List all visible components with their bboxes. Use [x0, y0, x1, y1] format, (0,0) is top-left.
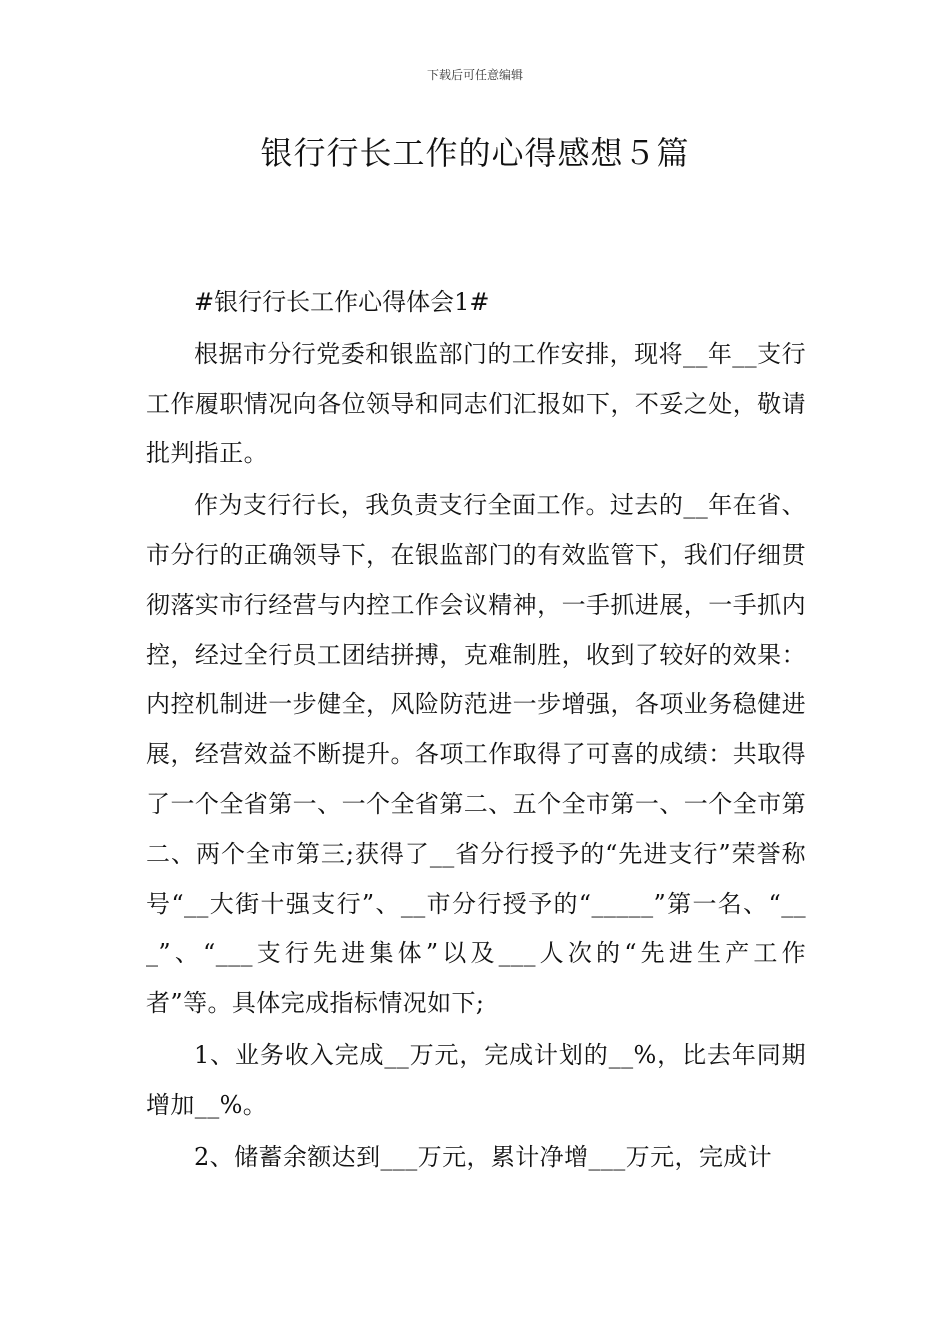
paragraph-intro: 根据市分行党委和银监部门的工作安排，现将__年__支行工作履职情况向各位领导和同志们汇报如下，不妥之处，敬请批判指正。 — [146, 339, 806, 468]
paragraph-item-2: 2、储蓄余额达到___万元，累计净增___万元，完成计 — [194, 1142, 773, 1171]
document-title: 银行行长工作的心得感想５篇 — [260, 134, 690, 172]
header-note: 下载后可任意编辑 — [426, 68, 523, 82]
paragraph-item-1: 1、业务收入完成__万元，完成计划的__%，比去年同期增加__%。 — [146, 1040, 806, 1119]
document-body — [146, 278, 806, 1184]
paragraph-overview: 作为支行行长，我负责支行全面工作。过去的__年在省、市分行的正确领导下，在银监部门的有效监管下，我们仔细贯彻落实市行经营与内控工作会议精神，一手抓进展，一手抓内控，经过全行员工团结拼搏，克难制胜，收到了较好的效果：内控机制进一步健全，风险防范进一步增强，各项业务稳健进展，经营效益不断提升。各项工作取得了可喜的成绩：共取得了一个全省第一、一个全省第二、五个全市第一、一个全市第二、两个全市第三;获得了__省分行授予的“先进支行”荣誉称号“__大街十强支行”、__市分行授予的“_____”第一名、“___”、“___支行先进集体”以及___人次的“先进生产工作者”等。具体完成指标情况如下; — [146, 491, 806, 1018]
section-heading: #银行行长工作心得体会1# — [194, 288, 490, 316]
